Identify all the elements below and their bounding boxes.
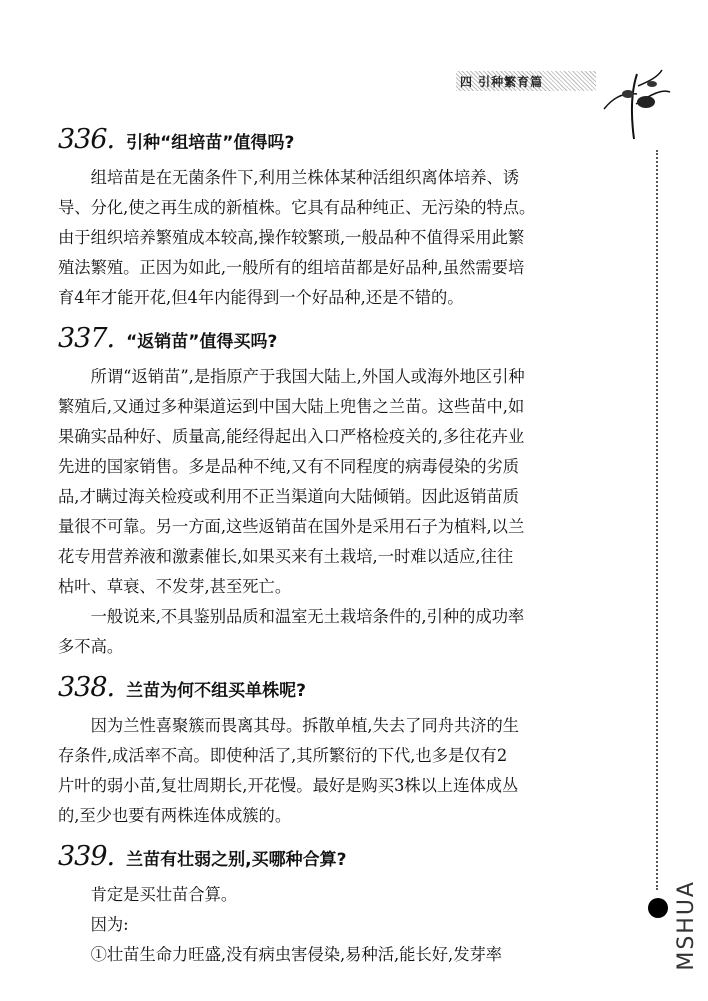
paragraph-line: 片叶的弱小苗,复壮周期长,开花慢。最好是购买3株以上连体成丛	[58, 776, 519, 795]
paragraph	[58, 711, 618, 831]
chapter-tag-text: 四 引种繁育篇	[460, 75, 544, 89]
paragraph	[58, 940, 618, 970]
paragraph	[58, 163, 618, 313]
question-section	[58, 841, 618, 970]
chapter-header-tag	[460, 73, 543, 90]
paragraph-line: 先进的国家销售。多是品种不纯,又有不同程度的病毒侵染的劣质	[58, 457, 520, 476]
question-title: “返销苗”值得买吗?	[126, 332, 278, 352]
question-heading	[58, 124, 618, 155]
question-heading	[58, 323, 618, 354]
paragraph-line: 的,至少也要有两株连体成簇的。	[58, 806, 292, 825]
paragraph-line: 枯叶、草衰、不发芽,甚至死亡。	[58, 577, 292, 596]
question-number: 336.	[58, 124, 115, 155]
question-heading	[58, 841, 618, 872]
paragraph-line: 花专用营养液和激素催长,如果买来有土栽培,一时难以适应,往往	[58, 547, 514, 566]
paragraph-line: 因为兰性喜聚簇而畏离其母。拆散单植,失去了同舟共济的生	[90, 716, 520, 735]
paragraph-line: 殖法繁殖。正因为如此,一般所有的组培苗都是好品种,虽然需要培	[58, 258, 525, 277]
paragraph-line: 由于组织培养繁殖成本较高,操作较繁琐,一般品种不值得采用此繁	[58, 228, 525, 247]
paragraph	[58, 602, 618, 662]
question-section	[58, 124, 618, 313]
paragraph-line: 所谓“返销苗”,是指原产于我国大陆上,外国人或海外地区引种	[90, 367, 525, 386]
watermark-text: MSHUA	[674, 880, 699, 971]
page-content	[58, 124, 618, 980]
paragraph-line: 因为:	[90, 915, 129, 934]
paragraph-line: 量很不可靠。另一方面,这些返销苗在国外是采用石子为植料,以兰	[58, 517, 525, 536]
question-section	[58, 672, 618, 831]
paragraph-line: 组培苗是在无菌条件下,利用兰株体某种活组织离体培养、诱	[90, 168, 520, 187]
paragraph-line: 导、分化,使之再生成的新植株。它具有品种纯正、无污染的特点。	[58, 198, 536, 217]
question-title: 引种“组培苗”值得吗?	[126, 133, 295, 153]
question-section	[58, 323, 618, 662]
margin-dotted-rule	[656, 150, 658, 890]
paragraph	[58, 880, 618, 910]
paragraph-line: ①壮苗生命力旺盛,没有病虫害侵染,易种活,能长好,发芽率	[90, 945, 503, 964]
question-number: 338.	[58, 672, 115, 703]
question-title: 兰苗为何不组买单株呢?	[126, 681, 306, 701]
paragraph-line: 果确实品种好、质量高,能经得起出入口严格检疫关的,多往花卉业	[58, 427, 525, 446]
paragraph-line: 多不高。	[58, 637, 124, 656]
question-heading	[58, 672, 618, 703]
paragraph	[58, 910, 618, 940]
margin-bullet-dot	[648, 898, 668, 918]
paragraph-line: 品,才瞒过海关检疫或利用不正当渠道向大陆倾销。因此返销苗质	[58, 487, 520, 506]
paragraph-line: 繁殖后,又通过多种渠道运到中国大陆上兜售之兰苗。这些苗中,如	[58, 397, 525, 416]
question-number: 337.	[58, 323, 115, 354]
paragraph-line: 存条件,成活率不高。即使种活了,其所繁衍的下代,也多是仅有2	[58, 746, 508, 765]
paragraph-line: 肯定是买壮苗合算。	[90, 885, 238, 904]
question-number: 339.	[58, 841, 115, 872]
paragraph	[58, 362, 618, 602]
paragraph-line: 一般说来,不具鉴别品质和温室无土栽培条件的,引种的成功率	[90, 607, 525, 626]
paragraph-line: 育4年才能开花,但4年内能得到一个好品种,还是不错的。	[58, 288, 464, 307]
question-title: 兰苗有壮弱之别,买哪种合算?	[126, 850, 347, 870]
